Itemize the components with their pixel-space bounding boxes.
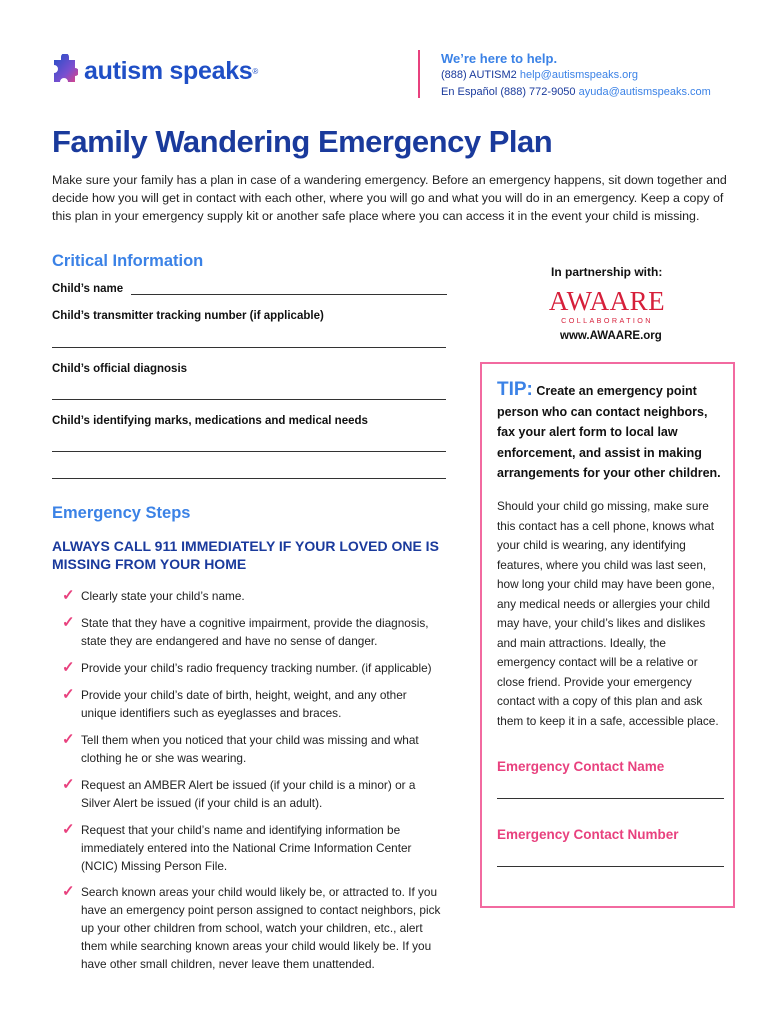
spanish-phone: En Español (888) 772-9050 xyxy=(441,86,576,98)
tip-body: Should your child go missing, make sure this contact has a cell phone, knows what your child is wearing, any identifying features, where you child was last seen, how long your child may have been gone, any medical needs or allergies your child may have, your child’s likes and dislikes and main attractions. Ideally, the emergency contact will be a relative or close friend. Provide your emergency contact with a copy of this plan and ask them to keep it in a safe, accessible place. xyxy=(497,499,719,728)
tracking-number-line[interactable] xyxy=(52,347,446,348)
partnership-label: In partnership with: xyxy=(551,265,663,279)
intro-paragraph: Make sure your family has a plan in case of a wandering emergency. Before an emergency happens, sit down together and decide how you will get in contact with each other, where you will go and what you will do in an emergency. Keep a copy of this plan in your emergency supply kit or another safe place where you can access it in the event your child is missing. xyxy=(52,173,727,223)
step-text: Provide your child’s radio frequency tracking number. (if applicable) xyxy=(81,661,432,675)
emergency-contact-number-line[interactable] xyxy=(497,866,724,867)
awaare-wordmark: AWAARE xyxy=(548,286,666,316)
check-icon: ✓ xyxy=(62,731,75,748)
step-text: Request that your child’s name and identifying information be immediately entered into the National Crime Information Center (NCIC) Missing Person File. xyxy=(81,823,412,873)
page-title: Family Wandering Emergency Plan xyxy=(52,124,553,159)
call-911-banner: ALWAYS CALL 911 IMMEDIATELY IF YOUR LOVED ONE IS MISSING FROM YOUR HOME xyxy=(52,538,439,572)
child-name-line[interactable] xyxy=(131,294,447,295)
step-item xyxy=(62,883,442,973)
help-contact-block xyxy=(441,50,711,101)
child-name-label: Child’s name xyxy=(52,283,124,295)
tip-label: TIP: xyxy=(497,379,533,400)
identifying-marks-line-1[interactable] xyxy=(52,451,446,452)
step-text: Search known areas your child would likely be, or attracted to. If you have an emergency point person assigned to contact neighbors, pick up your other children from school, watch your children, etc., alert them while searching known areas your child would likely be. If you have other small children, never leave them unattended. xyxy=(81,885,441,971)
help-email-link[interactable]: help@autismspeaks.org xyxy=(519,69,639,81)
step-text: Tell them when you noticed that your child was missing and what clothing he or she was wearing. xyxy=(81,733,419,765)
step-item xyxy=(62,686,442,722)
emergency-contact-name-line[interactable] xyxy=(497,798,724,799)
identifying-marks-line-2[interactable] xyxy=(52,478,446,479)
tip-headline xyxy=(497,380,727,484)
step-text: Clearly state your child’s name. xyxy=(81,589,245,603)
identifying-marks-label: Child’s identifying marks, medications and medical needs xyxy=(52,415,368,427)
awaare-url-link[interactable]: www.AWAARE.org xyxy=(560,330,662,342)
trademark: ® xyxy=(252,66,259,76)
step-item xyxy=(62,659,442,677)
emergency-steps-heading: Emergency Steps xyxy=(52,504,191,522)
awaare-logo xyxy=(541,286,673,331)
phone-number: (888) AUTISM2 xyxy=(441,69,517,81)
step-text: Request an AMBER Alert be issued (if your child is a minor) or a Silver Alert be issued (if your child is an adult). xyxy=(81,778,416,810)
step-item xyxy=(62,776,442,812)
check-icon: ✓ xyxy=(62,659,75,676)
check-icon: ✓ xyxy=(62,587,75,604)
check-icon: ✓ xyxy=(62,883,75,900)
tip-headline-text: Create an emergency point person who can contact neighbors, fax your alert form to local law enforcement, and assist in making arrangements for your other children. xyxy=(497,384,721,480)
step-item xyxy=(62,821,442,875)
emergency-contact-name-label: Emergency Contact Name xyxy=(497,759,665,774)
step-item xyxy=(62,614,442,650)
step-item xyxy=(62,731,442,767)
step-text: Provide your child’s date of birth, height, weight, and any other unique identifiers such as eyeglasses and braces. xyxy=(81,688,407,720)
step-item xyxy=(62,587,442,605)
help-title: We’re here to help. xyxy=(441,51,558,66)
tracking-number-label: Child’s transmitter tracking number (if applicable) xyxy=(52,310,324,322)
awaare-collaboration: COLLABORATION xyxy=(561,316,653,325)
autism-speaks-logo xyxy=(52,54,258,88)
critical-info-heading: Critical Information xyxy=(52,252,204,270)
diagnosis-line[interactable] xyxy=(52,399,446,400)
emergency-contact-number-label: Emergency Contact Number xyxy=(497,827,679,842)
diagnosis-label: Child’s official diagnosis xyxy=(52,363,188,375)
spanish-email-link[interactable]: ayuda@autismspeaks.com xyxy=(578,86,711,98)
check-icon: ✓ xyxy=(62,776,75,793)
brand-name: autism speaks xyxy=(84,56,253,85)
puzzle-piece-icon xyxy=(52,54,78,88)
step-text: State that they have a cognitive impairment, provide the diagnosis, state they are endangered and have no sense of danger. xyxy=(81,616,429,648)
check-icon: ✓ xyxy=(62,821,75,838)
check-icon: ✓ xyxy=(62,686,75,703)
check-icon: ✓ xyxy=(62,614,75,631)
header-divider xyxy=(418,50,420,98)
